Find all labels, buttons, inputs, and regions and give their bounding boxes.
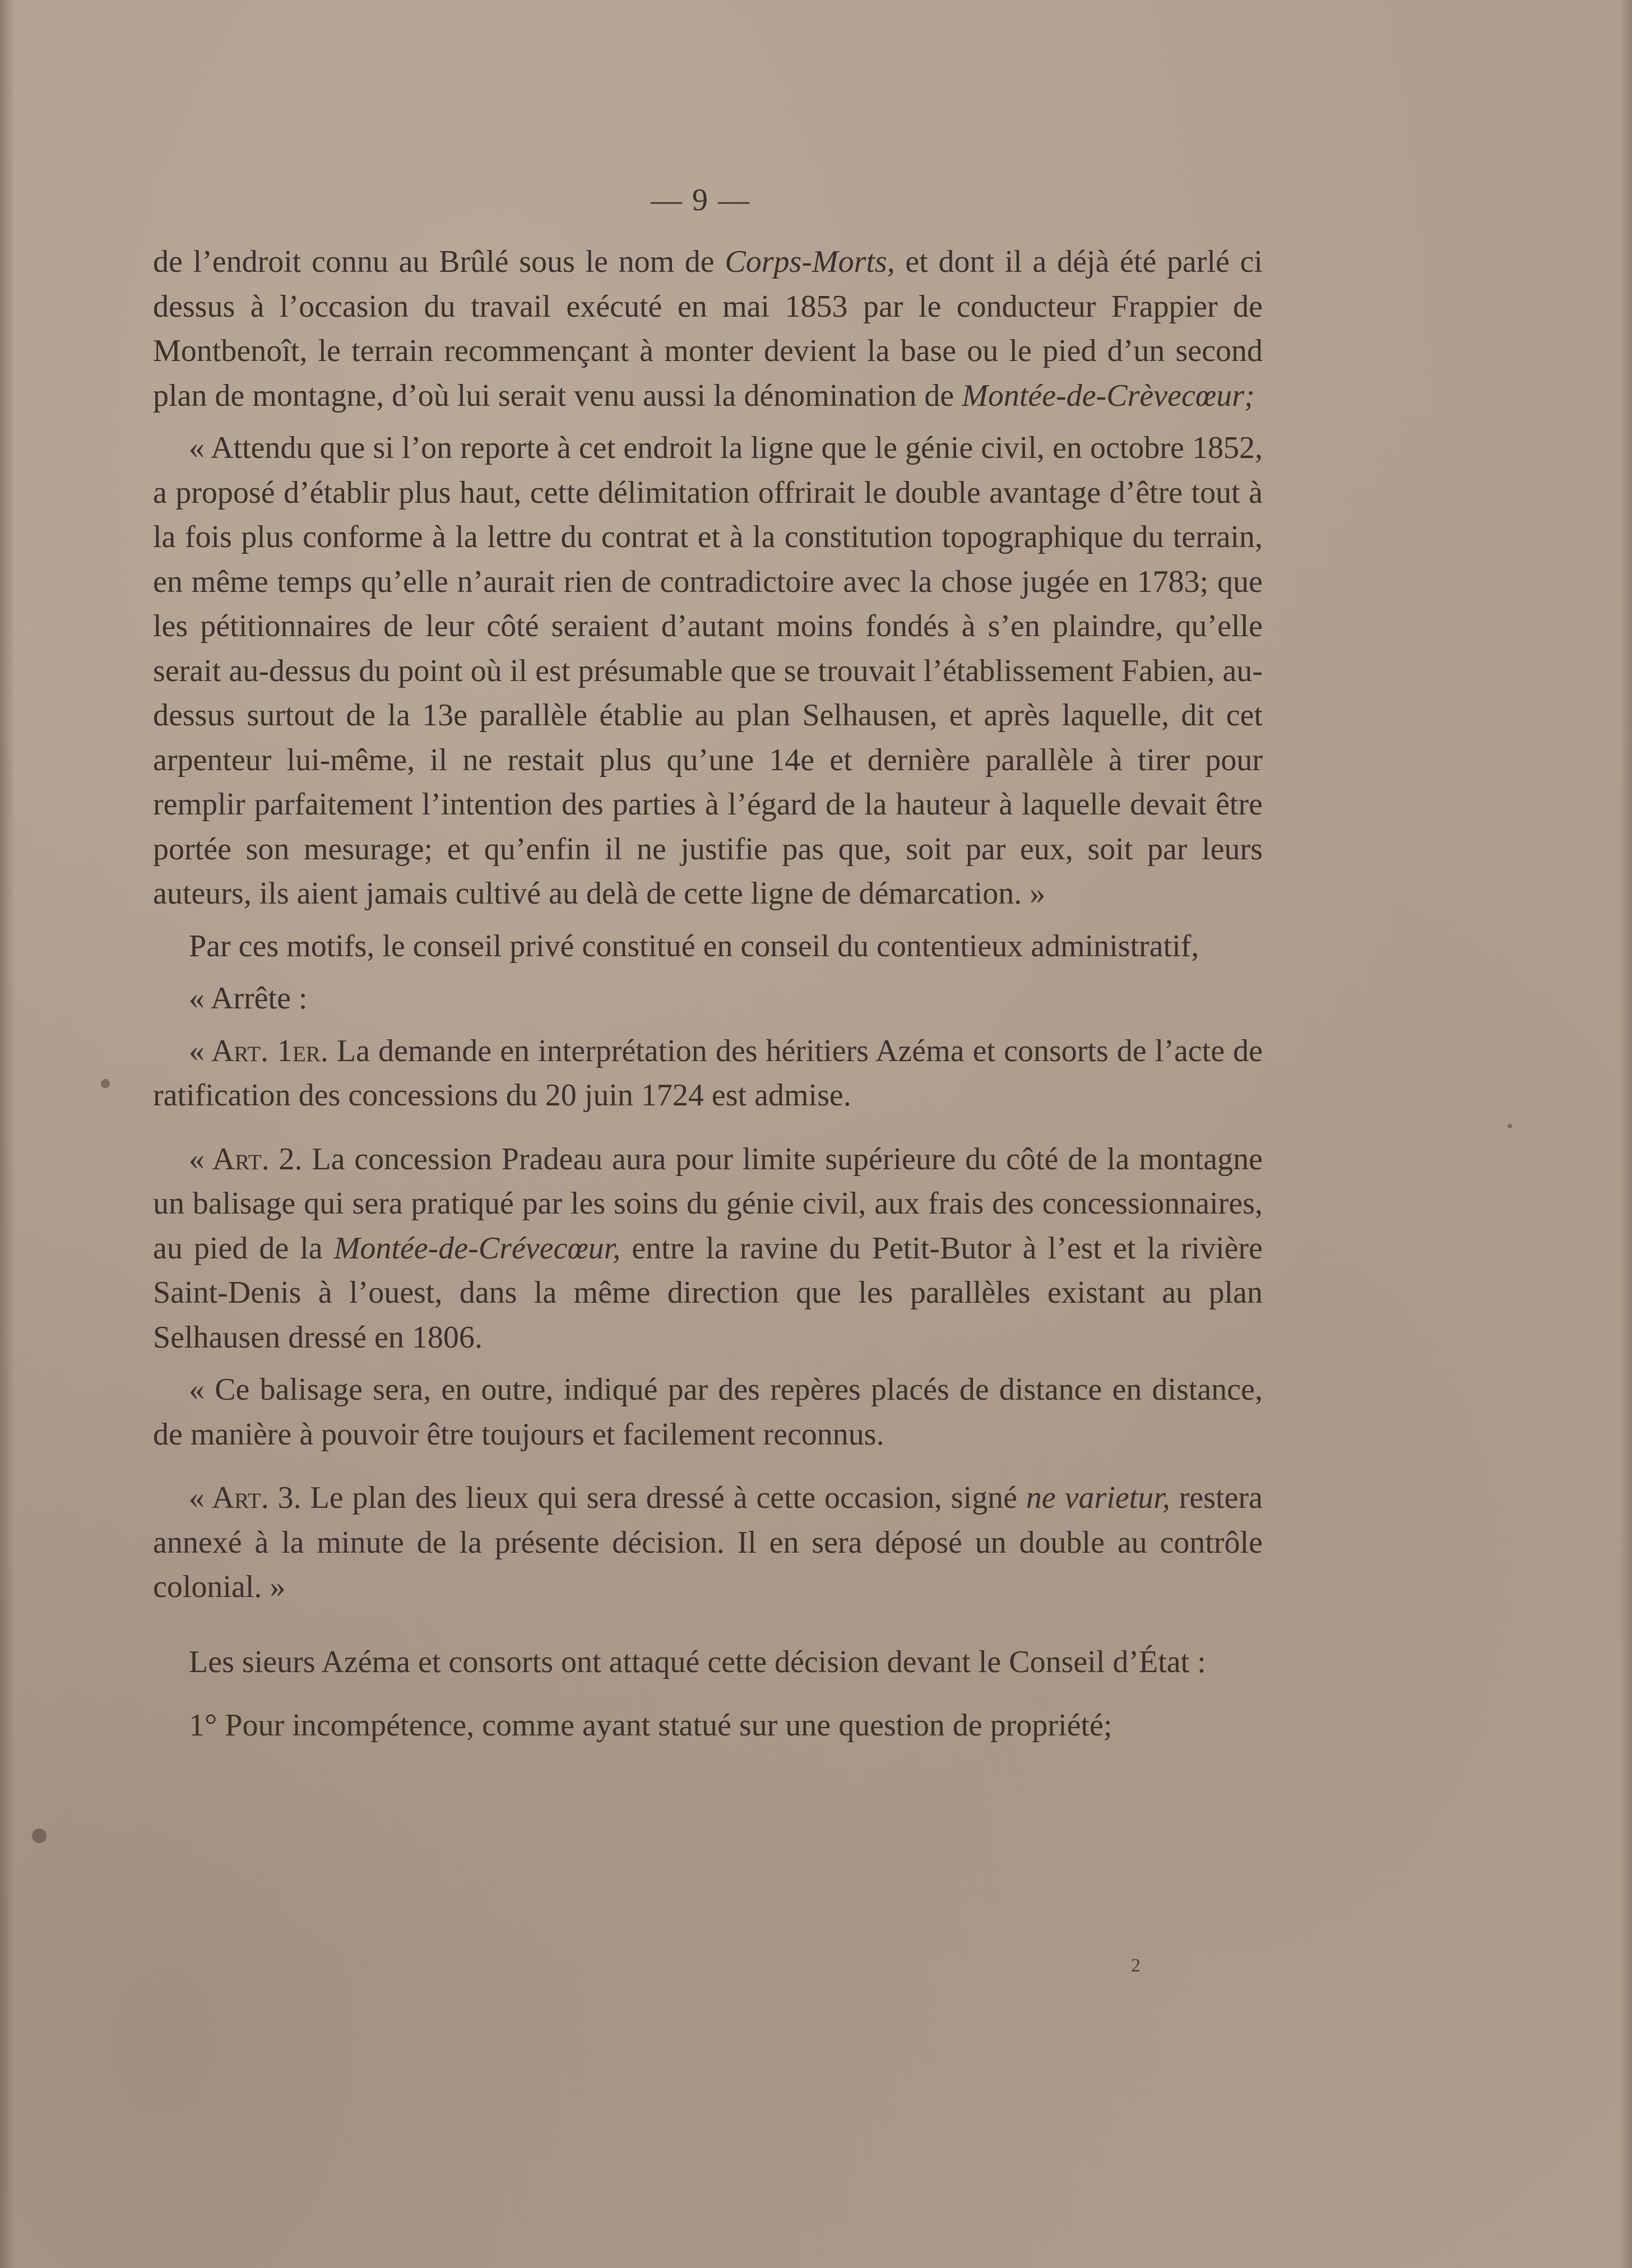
- page-edge-left: [0, 0, 15, 2268]
- paragraph-1-post: et dont il a déjà été parlé ci dessus à l’occasion du travail exécuté en mai 1853 par le conducteur Frappier de Montbenoît, le terrain recommençant à monter devient la base ou le pied d’un second plan de montagne, d’où lui serait venu aussi la dénomination de: [153, 244, 1263, 413]
- paragraph-1: [153, 240, 1263, 418]
- paragraph-4: « Arrête :: [189, 981, 308, 1016]
- paragraph-5-article-1: [153, 1029, 1263, 1118]
- article-3-italic-ne-varietur: ne varietur,: [1026, 1480, 1170, 1515]
- paragraph-2: « Attendu que si l’on reporte à cet endroit la ligne que le génie civil, en octobre 1852, a proposé d’établir plus haut, cette délimitation offrirait le double avantage d’être tout à la fois plus conforme à la lettre du contrat et à la constitution topographique du terrain, en même temps qu’elle n’aurait rien de contradictoire avec la chose jugée en 1783; que les pétitionnaires de leur côté seraient d’autant moins fondés à s’en plaindre, qu’elle serait au-dessus du point où il est présumable que se trouvait l’établissement Fabien, au-dessus surtout de la 13e parallèle établie au plan Selhausen, et après laquelle, dit cet arpenteur lui-même, il ne restait plus qu’une 14e et dernière parallèle à tirer pour remplir parfaitement l’intention des parties à l’égard de la hauteur à laquelle devait être portée son mesurage; et qu’enfin il ne justifie pas que, soit par eux, soit par leurs auteurs, ils aient jamais cultivé au delà de cette ligne de démarcation. »: [153, 431, 1263, 911]
- paragraph-1-italic-corps-morts: Corps-Morts,: [725, 244, 895, 279]
- page-number: — 9 —: [651, 183, 750, 217]
- article-2-post: entre la ravine du Petit-Butor à l’est et la rivière Saint-Denis à l’ouest, dans la même direction que les parallèles existant au plan Selhausen dressé en 1806.: [153, 1230, 1263, 1355]
- paragraph-1-italic-montee: Montée-de-Crèvecœur;: [962, 378, 1255, 413]
- article-1-label: « Art. 1er.: [189, 1033, 328, 1068]
- paper-spot: [1508, 1124, 1512, 1128]
- signature-mark: 2: [1131, 1955, 1140, 1976]
- document-body: [153, 240, 1263, 1756]
- paragraph-10: 1° Pour incompétence, comme ayant statué sur une question de propriété;: [189, 1708, 1112, 1743]
- paragraph-6-article-2: [153, 1137, 1263, 1360]
- article-2-label: « Art. 2.: [189, 1141, 303, 1177]
- paragraph-1-pre: de l’endroit connu au Brûlé sous le nom de: [153, 244, 725, 279]
- paragraph-8-article-3: [153, 1476, 1263, 1610]
- paper-spot: [32, 1829, 47, 1843]
- paper-spot: [101, 1079, 110, 1088]
- page-edge-right: [1620, 0, 1632, 2268]
- paragraph-9: Les sieurs Azéma et consorts ont attaqué cette décision devant le Conseil d’État :: [189, 1644, 1206, 1679]
- article-3-post: restera annexé à la minute de la présente décision. Il en sera déposé un double au contrôle colonial. »: [153, 1480, 1263, 1604]
- article-3-label: « Art. 3.: [189, 1480, 302, 1515]
- paragraph-7: « Ce balisage sera, en outre, indiqué par des repères placés de distance en distance, de manière à pouvoir être toujours et facilement reconnus.: [153, 1372, 1263, 1452]
- paragraph-3: Par ces motifs, le conseil privé constitué en conseil du contentieux administratif,: [189, 928, 1199, 964]
- article-2-pre: La concession Pradeau aura pour limite supérieure du côté de la montagne un balisage qui sera pratiqué par les soins du génie civil, aux frais des concessionnaires, au pied de la: [153, 1141, 1263, 1266]
- article-2-italic-montee: Montée-de-Crévecœur,: [333, 1230, 621, 1266]
- article-3-pre: Le plan des lieux qui sera dressé à cette occasion, signé: [301, 1480, 1026, 1515]
- article-1-text: La demande en interprétation des héritiers Azéma et consorts de l’acte de ratification des concessions du 20 juin 1724 est admise.: [153, 1033, 1263, 1113]
